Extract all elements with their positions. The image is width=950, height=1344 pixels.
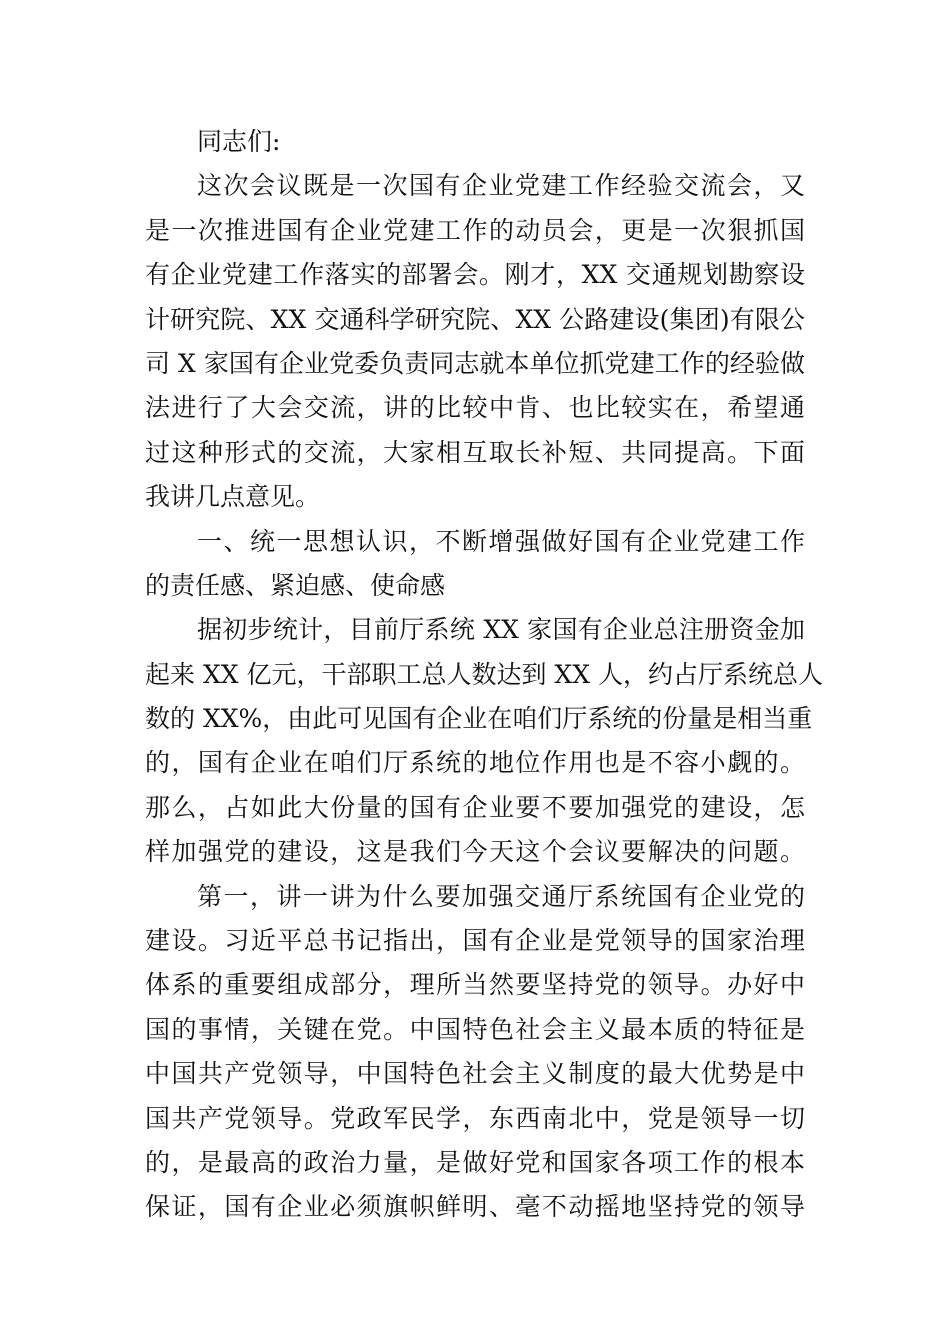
text-line: 计研究院、XX 交通科学研究院、XX 公路建设(集团)有限公	[145, 304, 805, 334]
text-line: 第一，讲一讲为什么要加强交通厅系统国有企业党的	[197, 881, 805, 911]
paragraph-3	[145, 875, 805, 1230]
section-heading-1	[145, 520, 805, 609]
text-line: 的，国有企业在咱们厅系统的地位作用也是不容小觑的。	[145, 748, 805, 778]
text-line: 数的 XX%，由此可见国有企业在咱们厅系统的份量是相当重	[145, 704, 813, 734]
text-line: 国共产党领导。党政军民学，东西南北中，党是领导一切	[145, 1103, 805, 1133]
text-line: 是一次推进国有企业党建工作的动员会，更是一次狠抓国	[145, 215, 805, 245]
text-line: 保证，国有企业必须旗帜鲜明、毫不动摇地坚持党的领导	[145, 1192, 805, 1222]
text-line: 起来 XX 亿元，干部职工总人数达到 XX 人，约占厅系统总人	[145, 659, 823, 689]
speech-text	[145, 120, 823, 1230]
text-line: 国的事情，关键在党。中国特色社会主义最本质的特征是	[145, 1014, 805, 1044]
text-line: 我讲几点意见。	[145, 482, 321, 512]
heading-line: 的责任感、紧迫感、使命感	[145, 570, 446, 600]
text-line: 有企业党建工作落实的部署会。刚才，XX 交通规划勘察设	[145, 260, 805, 290]
heading-line: 一、统一思想认识，不断增强做好国有企业党建工作	[197, 526, 805, 556]
text-line: 据初步统计，目前厅系统 XX 家国有企业总注册资金加	[197, 615, 805, 645]
text-line: 建设。习近平总书记指出，国有企业是党领导的国家治理	[145, 926, 805, 956]
text-line: 过这种形式的交流，大家相互取长补短、共同提高。下面	[145, 437, 805, 467]
text-line: 样加强党的建设，这是我们今天这个会议要解决的问题。	[145, 837, 805, 867]
text-line: 的，是最高的政治力量，是做好党和国家各项工作的根本	[145, 1147, 805, 1177]
text-line: 中国共产党领导，中国特色社会主义制度的最大优势是中	[145, 1059, 805, 1089]
salutation: 同志们:	[197, 127, 281, 156]
paragraph-1	[145, 164, 805, 519]
paragraph-2	[145, 608, 823, 874]
text-line: 体系的重要组成部分，理所当然要坚持党的领导。办好中	[145, 970, 805, 1000]
text-line: 这次会议既是一次国有企业党建工作经验交流会，又	[197, 171, 805, 201]
text-line: 司 X 家国有企业党委负责同志就本单位抓党建工作的经验做	[145, 348, 805, 378]
text-line: 那么，占如此大份量的国有企业要不要加强党的建设，怎	[145, 792, 805, 822]
text-line: 法进行了大会交流，讲的比较中肯、也比较实在，希望通	[145, 393, 805, 423]
